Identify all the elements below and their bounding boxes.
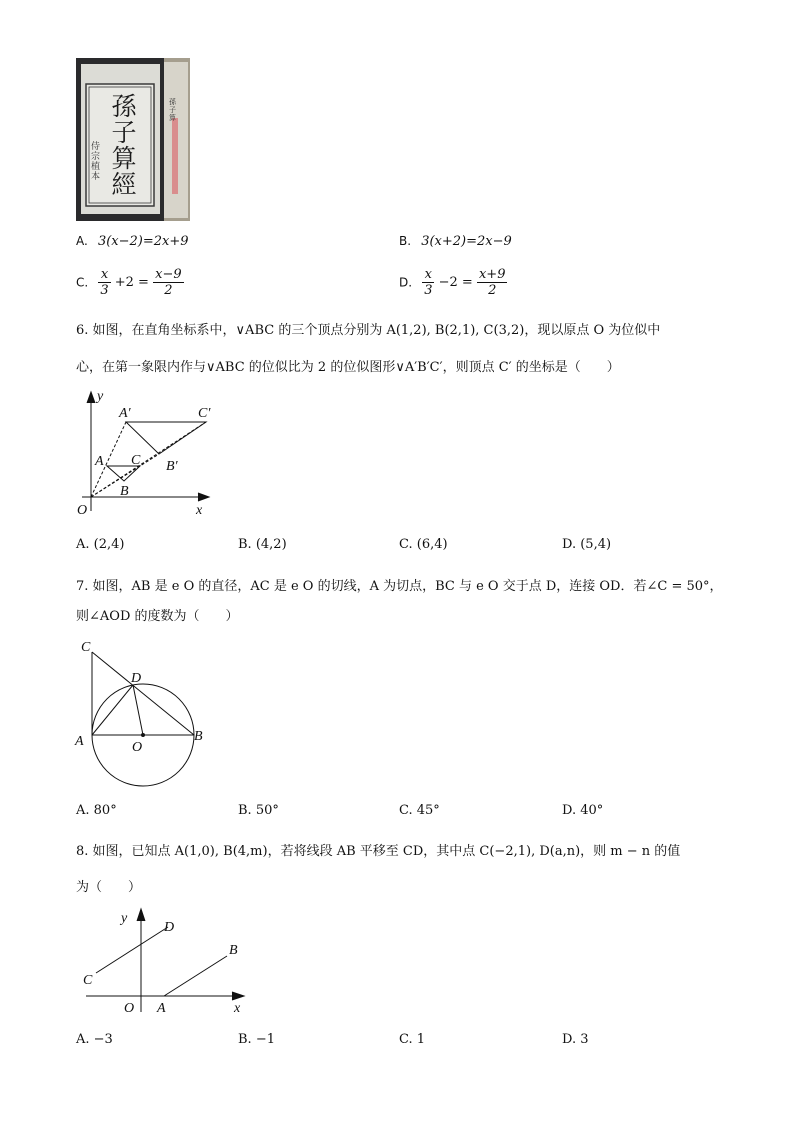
x-axis-arrow <box>232 992 244 1000</box>
q8-stem-line2: 为（ ） <box>76 880 142 895</box>
option-label: C. <box>76 275 89 290</box>
fraction <box>153 267 184 298</box>
x-axis-arrow <box>198 493 209 501</box>
option-equation: 3(x+2)=2x−9 <box>421 234 512 249</box>
label-o: O <box>77 503 88 518</box>
label-b: B <box>194 729 203 744</box>
q7-circle-figure <box>70 634 220 788</box>
cover-side-text: 侍宗植本 <box>91 142 101 182</box>
q7-option-b: B. 50° <box>238 803 279 818</box>
fraction-denominator: 2 <box>164 283 173 298</box>
cover-title-char: 經 <box>111 170 137 199</box>
cover-title-char: 算 <box>111 144 137 173</box>
q6-stem-line2: 心，在第一象限内作与∨ABC 的位似比为 2 的位似图形∨A′B′C′，则顶点 C′ 的坐标是（ ） <box>76 360 620 375</box>
label-a: A <box>95 454 104 469</box>
q5-option-c <box>76 267 184 298</box>
option-equation: 3(x−2)=2x+9 <box>97 234 189 249</box>
equation-middle: +2 = <box>114 275 149 290</box>
q8-coordinate-figure <box>76 904 256 1018</box>
q8-option-b: B. −1 <box>238 1032 275 1047</box>
q7-option-a: A. 80° <box>76 803 117 818</box>
segment-ab <box>164 956 227 996</box>
center-point <box>141 733 145 737</box>
triangle-a2b2c2 <box>126 422 206 454</box>
q8-option-c: C. 1 <box>399 1032 426 1047</box>
label-a: A <box>75 734 84 749</box>
y-axis-arrow <box>137 909 145 921</box>
option-label: A. <box>76 234 88 248</box>
q5-option-d <box>399 267 507 298</box>
q6-option-c: C. (6,4) <box>399 537 448 552</box>
q6-coordinate-figure <box>70 384 220 522</box>
label-y: y <box>97 389 104 404</box>
q5-option-a <box>76 234 189 249</box>
fraction-denominator: 2 <box>488 283 497 298</box>
fraction <box>422 267 434 298</box>
cover-title-char: 子 <box>111 118 137 147</box>
equation-middle: −2 = <box>438 275 473 290</box>
label-d: D <box>164 920 175 935</box>
fraction <box>477 267 508 298</box>
q7-option-d: D. 40° <box>562 803 604 818</box>
label-b: B <box>229 943 238 958</box>
q7-option-c: C. 45° <box>399 803 440 818</box>
label-c: C <box>131 453 141 468</box>
label-b-prime: B′ <box>166 459 178 474</box>
label-c: C <box>81 640 91 655</box>
label-c-prime: C′ <box>198 406 211 421</box>
q6-stem-line1: 6. 如图，在直角坐标系中，∨ABC 的三个顶点分别为 A(1,2), B(2,1), C(3,2)，现以原点 O 为位似中 <box>76 323 661 338</box>
q8-option-a: A. −3 <box>76 1032 113 1047</box>
label-y: y <box>121 911 128 926</box>
fraction-numerator: x <box>98 267 110 283</box>
q6-option-b: B. (4,2) <box>238 537 287 552</box>
option-label: B. <box>399 234 412 248</box>
fraction-numerator: x+9 <box>478 267 506 282</box>
label-x: x <box>234 1001 241 1016</box>
q5-option-b <box>399 234 512 249</box>
label-x: x <box>196 503 203 518</box>
cover-title-char: 孫 <box>111 92 137 121</box>
fraction-numerator: x−9 <box>155 267 182 282</box>
q7-stem-line1: 7. 如图，AB 是 e O 的直径，AC 是 e O 的切线，A 为切点，BC 与 e O 交于点 D，连接 OD．若∠C = 50°， <box>76 579 723 594</box>
cover-title <box>104 94 144 198</box>
segment-cd <box>96 927 168 973</box>
q6-option-a: A. (2,4) <box>76 537 125 552</box>
q7-stem-line2: 则∠AOD 的度数为（ ） <box>76 609 239 624</box>
fraction-denominator: 3 <box>100 283 109 298</box>
y-axis-arrow <box>87 392 95 403</box>
label-a: A <box>157 1001 166 1016</box>
fraction-denominator: 3 <box>424 283 433 298</box>
fraction <box>98 267 110 298</box>
fraction-numerator: x <box>422 267 434 283</box>
label-b: B <box>120 484 129 499</box>
option-label: D. <box>399 275 413 290</box>
label-d: D <box>131 671 142 686</box>
q6-option-d: D. (5,4) <box>562 537 612 552</box>
label-c: C <box>83 973 93 988</box>
label-a-prime: A′ <box>119 406 131 421</box>
cover-spine-text: 孫子算 <box>169 98 176 122</box>
q8-stem-line1: 8. 如图，已知点 A(1,0), B(4,m)，若将线段 AB 平移至 CD，其中点 C(−2,1), D(a,n)，则 m − n 的值 <box>76 844 681 859</box>
label-o: O <box>132 740 143 755</box>
segment-cb <box>92 652 194 735</box>
label-o: O <box>124 1001 135 1016</box>
q8-option-d: D. 3 <box>562 1032 589 1047</box>
book-cover-photo <box>76 58 190 221</box>
